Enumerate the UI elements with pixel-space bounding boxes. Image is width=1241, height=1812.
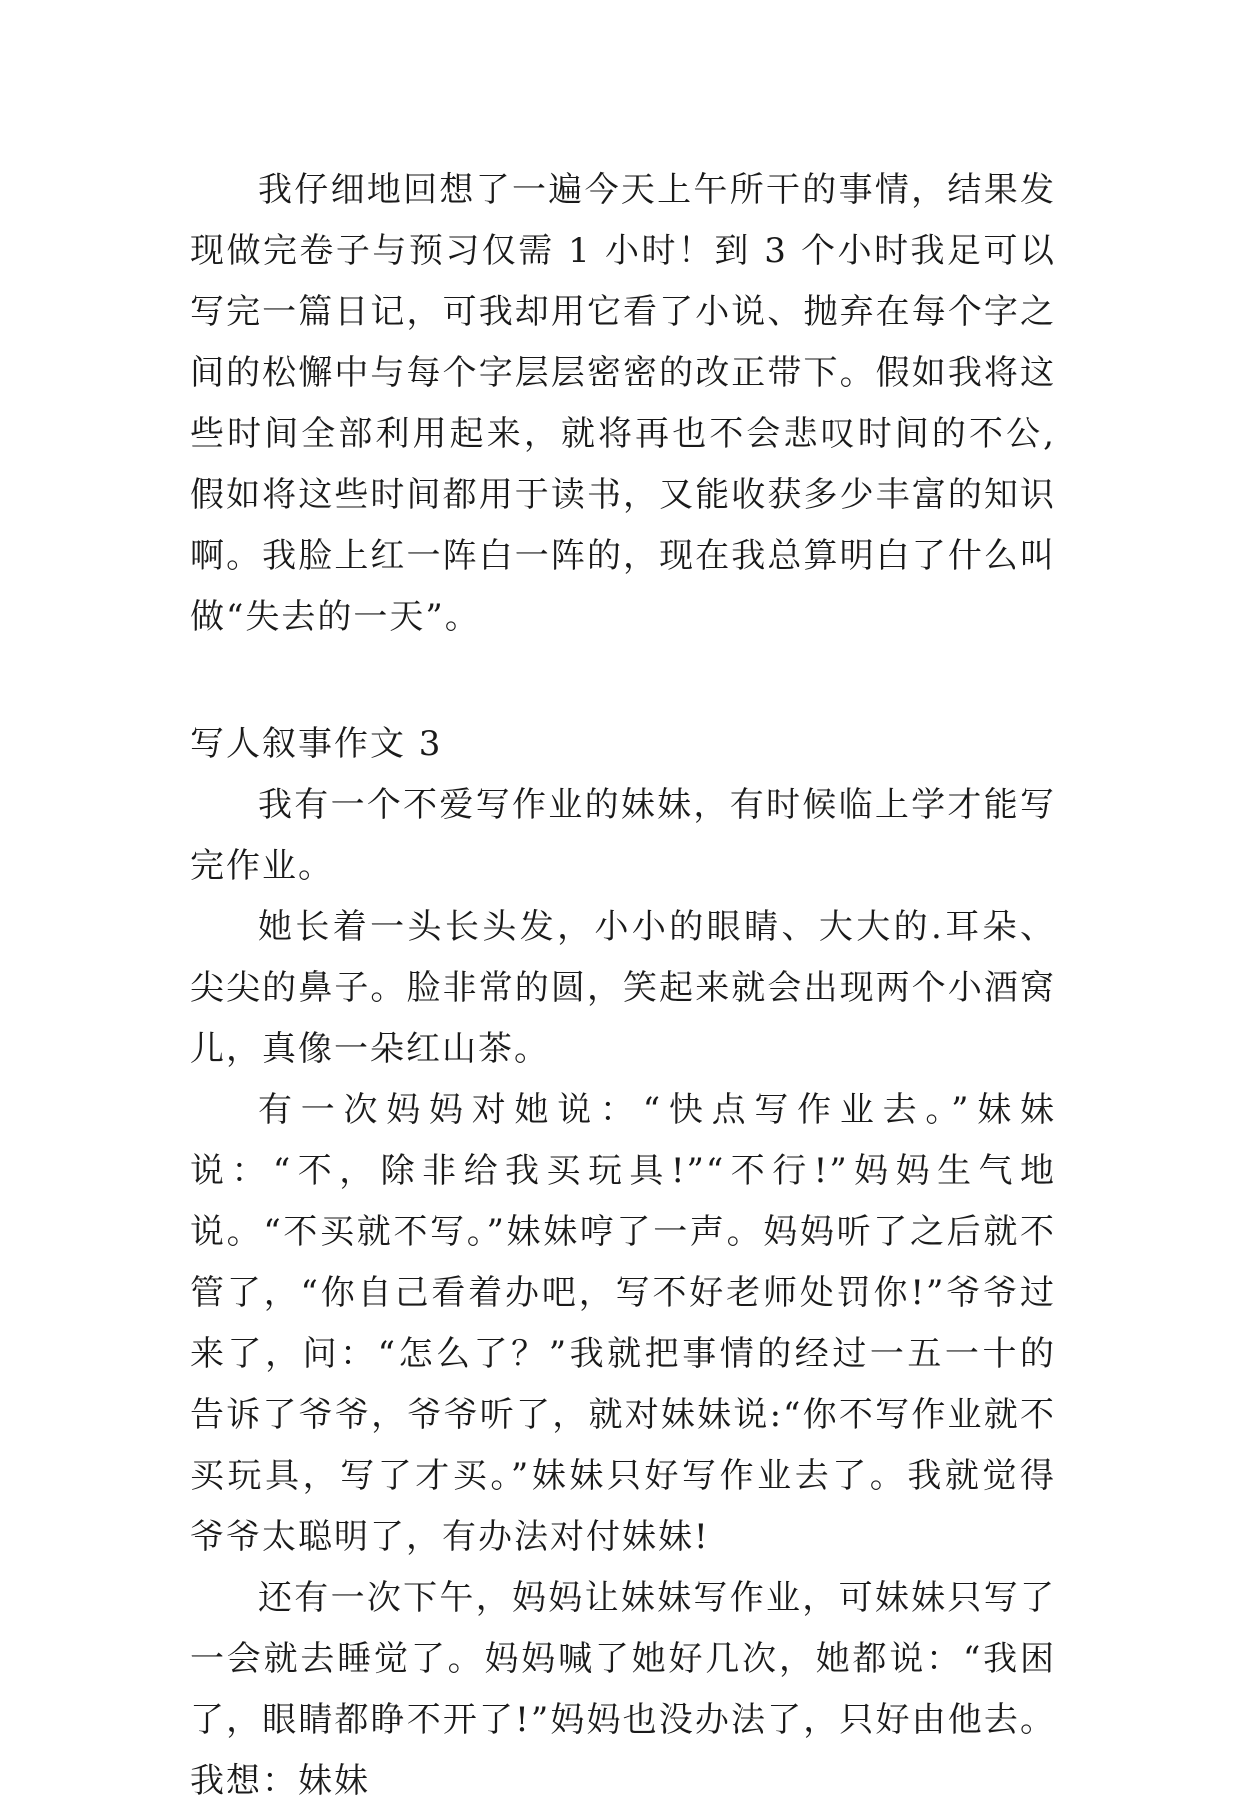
- paragraph-second-story: 还有一次下午，妈妈让妹妹写作业，可妹妹只写了一会就去睡觉了。妈妈喊了她好几次，她都说：“我困了，眼睛都睁不开了!”妈妈也没办法了，只好由他去。我想：妹妹: [190, 1578, 1056, 1801]
- paragraph-intro-sister: 我有一个不爱写作业的妹妹，有时候临上学才能写完作业。: [190, 785, 1056, 886]
- document-body: [190, 160, 1056, 1812]
- section-heading: 写人叙事作文 3: [190, 724, 443, 764]
- paragraph-first-story: 有一次妈妈对她说：“快点写作业去。”妹妹说：“不，除非给我买玩具!”“不行!”妈妈生气地说。“不买就不写。”妹妹哼了一声。妈妈听了之后就不管了，“你自己看着办吧，写不好老师处罚你!”爷爷过来了，问：“怎么了？”我就把事情的经过一五一十的告诉了爷爷，爷爷听了，就对妹妹说:“你不写作业就不买玩具，写了才买。”妹妹只好写作业去了。我就觉得爷爷太聪明了，有办法对付妹妹!: [190, 1090, 1056, 1557]
- paragraph-appearance: 她长着一头长头发，小小的眼睛、大大的.耳朵、尖尖的鼻子。脸非常的圆，笑起来就会出现两个小酒窝儿，真像一朵红山茶。: [190, 907, 1056, 1069]
- paragraph-reflection: 我仔细地回想了一遍今天上午所干的事情，结果发现做完卷子与预习仅需 1 小时！到 3 个小时我足可以写完一篇日记，可我却用它看了小说、抛弃在每个字之间的松懈中与每个字层层密密的改正带下。假如我将这些时间全部利用起来，就将再也不会悲叹时间的不公,假如将这些时间都用于读书，又能收获多少丰富的知识啊。我脸上红一阵白一阵的，现在我总算明白了什么叫做“失去的一天”。: [190, 170, 1056, 637]
